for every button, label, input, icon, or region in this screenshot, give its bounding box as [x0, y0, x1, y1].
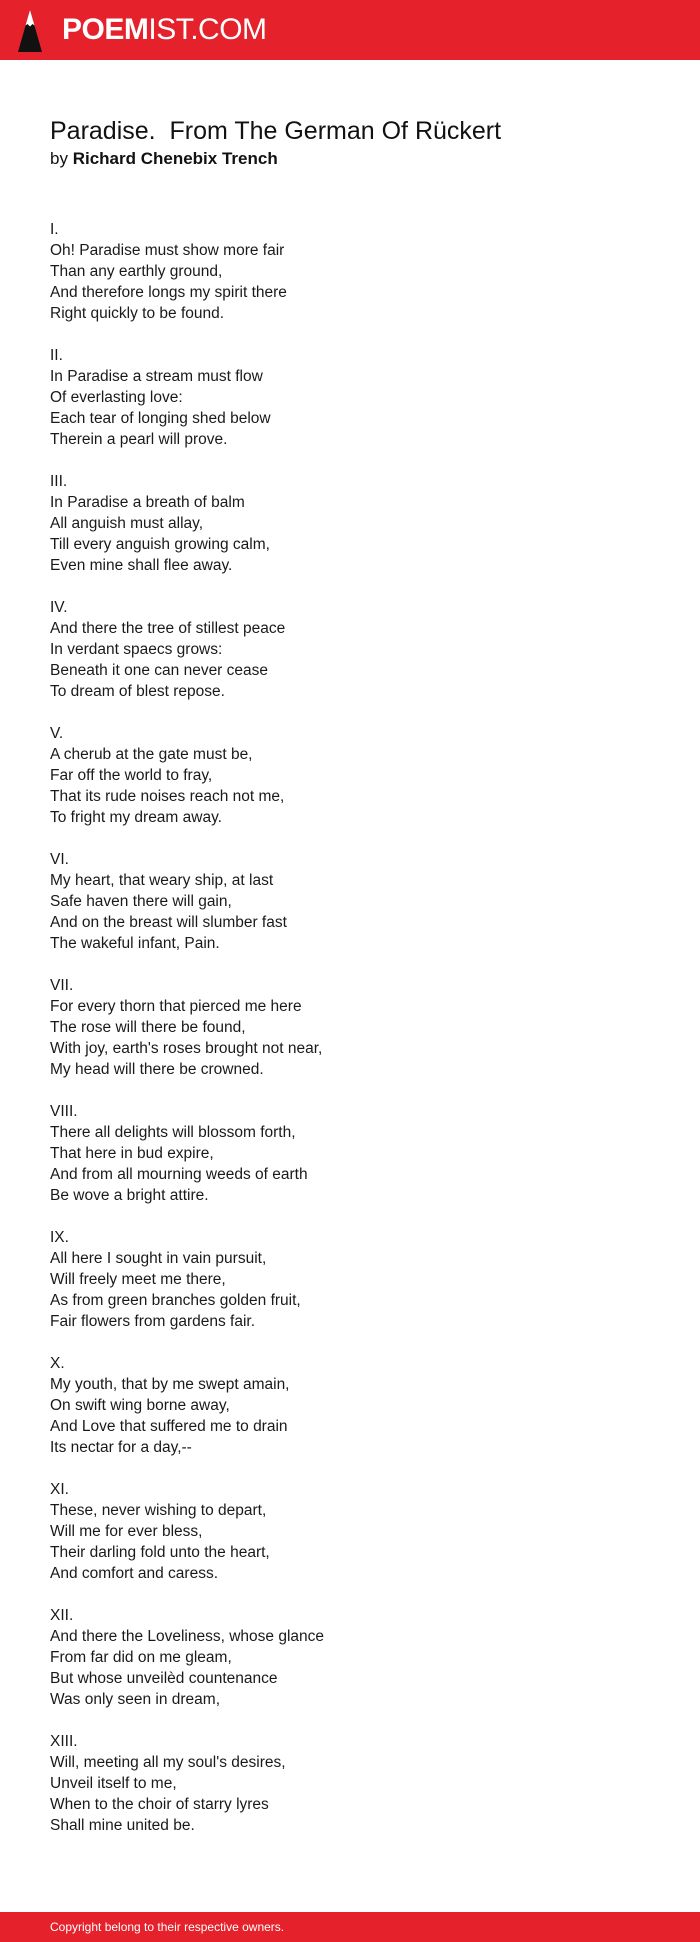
- poem-line: To dream of blest repose.: [50, 683, 225, 700]
- poem-line: And Love that suffered me to drain: [50, 1418, 288, 1435]
- stanza-number: I.: [50, 221, 59, 238]
- poem-line: And comfort and caress.: [50, 1565, 218, 1582]
- poem-line: Of everlasting love:: [50, 389, 183, 406]
- poem-line: All anguish must allay,: [50, 515, 204, 532]
- poem-line: Safe haven there will gain,: [50, 893, 232, 910]
- poem-line: A cherub at the gate must be,: [50, 746, 253, 763]
- poem-line: All here I sought in vain pursuit,: [50, 1250, 267, 1267]
- poem-line: That here in bud expire,: [50, 1145, 214, 1162]
- site-footer: [0, 1912, 700, 1942]
- poem-line: In Paradise a stream must flow: [50, 368, 263, 385]
- stanza: [50, 1731, 650, 1836]
- stanza: [50, 1101, 650, 1206]
- poem-line: In Paradise a breath of balm: [50, 494, 245, 511]
- stanza: [50, 1605, 650, 1710]
- stanza-number: V.: [50, 725, 64, 742]
- site-header: [0, 0, 700, 60]
- stanza-number: XII.: [50, 1607, 74, 1624]
- poem-line: And on the breast will slumber fast: [50, 914, 287, 931]
- poem-line: Be wove a bright attire.: [50, 1187, 209, 1204]
- stanza: [50, 1227, 650, 1332]
- poem-line: On swift wing borne away,: [50, 1397, 230, 1414]
- poem-line: Will, meeting all my soul's desires,: [50, 1754, 286, 1771]
- poem-line: Beneath it one can never cease: [50, 662, 269, 679]
- poem-line: But whose unveilèd countenance: [50, 1670, 278, 1687]
- poem-line: Each tear of longing shed below: [50, 410, 271, 427]
- stanza-number: IV.: [50, 599, 68, 616]
- poem-line: Fair flowers from gardens fair.: [50, 1313, 256, 1330]
- stanza-number: III.: [50, 473, 68, 490]
- mountain-peak-icon[interactable]: [18, 10, 42, 52]
- poem-line: For every thorn that pierced me here: [50, 998, 302, 1015]
- site-logo[interactable]: [62, 12, 267, 48]
- copyright-text: Copyright belong to their respective owners.: [50, 1920, 285, 1934]
- poem-title: Paradise. From The German Of Rückert: [50, 117, 502, 145]
- poem-line: Therein a pearl will prove.: [50, 431, 228, 448]
- poem-header: [50, 116, 670, 170]
- poem-line: Will me for ever bless,: [50, 1523, 203, 1540]
- poem-line: Shall mine united be.: [50, 1817, 195, 1834]
- poem-line: Even mine shall flee away.: [50, 557, 233, 574]
- poem-line: With joy, earth's roses brought not near,: [50, 1040, 323, 1057]
- stanza-number: VIII.: [50, 1103, 78, 1120]
- poem-line: There all delights will blossom forth,: [50, 1124, 296, 1141]
- poem-line: Oh! Paradise must show more fair: [50, 242, 285, 259]
- poem-line: My head will there be crowned.: [50, 1061, 264, 1078]
- poem-line: Their darling fold unto the heart,: [50, 1544, 270, 1561]
- poem-line: Will freely meet me there,: [50, 1271, 226, 1288]
- stanza-number: XI.: [50, 1481, 69, 1498]
- stanza-number: II.: [50, 347, 63, 364]
- poem-line: And therefore longs my spirit there: [50, 284, 287, 301]
- stanza-number: VI.: [50, 851, 69, 868]
- poem-line: And there the tree of stillest peace: [50, 620, 286, 637]
- poem-line: My heart, that weary ship, at last: [50, 872, 274, 889]
- poem-line: Than any earthly ground,: [50, 263, 223, 280]
- poem-line: From far did on me gleam,: [50, 1649, 232, 1666]
- poem-line: The wakeful infant, Pain.: [50, 935, 220, 952]
- poem-line: Far off the world to fray,: [50, 767, 213, 784]
- poem-line: And from all mourning weeds of earth: [50, 1166, 308, 1183]
- poem-line: In verdant spaecs grows:: [50, 641, 223, 658]
- poem-line: When to the choir of starry lyres: [50, 1796, 269, 1813]
- poem-line: Was only seen in dream,: [50, 1691, 221, 1708]
- author-name: Richard Chenebix Trench: [72, 149, 278, 168]
- stanza: [50, 1479, 650, 1584]
- stanza: [50, 975, 650, 1080]
- by-label: by: [50, 149, 68, 168]
- stanza: [50, 345, 650, 450]
- poem-line: Till every anguish growing calm,: [50, 536, 270, 553]
- logo-bold-text: POEM: [62, 13, 149, 46]
- poem-line: That its rude noises reach not me,: [50, 788, 285, 805]
- stanza: [50, 1353, 650, 1458]
- stanza: [50, 471, 650, 576]
- logo-light-text: IST.COM: [148, 13, 267, 46]
- poem-line: My youth, that by me swept amain,: [50, 1376, 290, 1393]
- stanza: [50, 723, 650, 828]
- poem-line: To fright my dream away.: [50, 809, 222, 826]
- stanza: [50, 219, 650, 324]
- stanza: [50, 849, 650, 954]
- stanza-number: IX.: [50, 1229, 69, 1246]
- stanza-number: XIII.: [50, 1733, 78, 1750]
- poem-line: Unveil itself to me,: [50, 1775, 177, 1792]
- stanza-number: VII.: [50, 977, 74, 994]
- byline: [50, 148, 670, 170]
- stanza: [50, 597, 650, 702]
- poem-line: These, never wishing to depart,: [50, 1502, 267, 1519]
- poem-line: Right quickly to be found.: [50, 305, 225, 322]
- poem-line: Its nectar for a day,--: [50, 1439, 192, 1456]
- stanza-number: X.: [50, 1355, 65, 1372]
- poem-line: As from green branches golden fruit,: [50, 1292, 301, 1309]
- poem-line: The rose will there be found,: [50, 1019, 246, 1036]
- poem-body: [50, 219, 650, 1857]
- poem-line: And there the Loveliness, whose glance: [50, 1628, 325, 1645]
